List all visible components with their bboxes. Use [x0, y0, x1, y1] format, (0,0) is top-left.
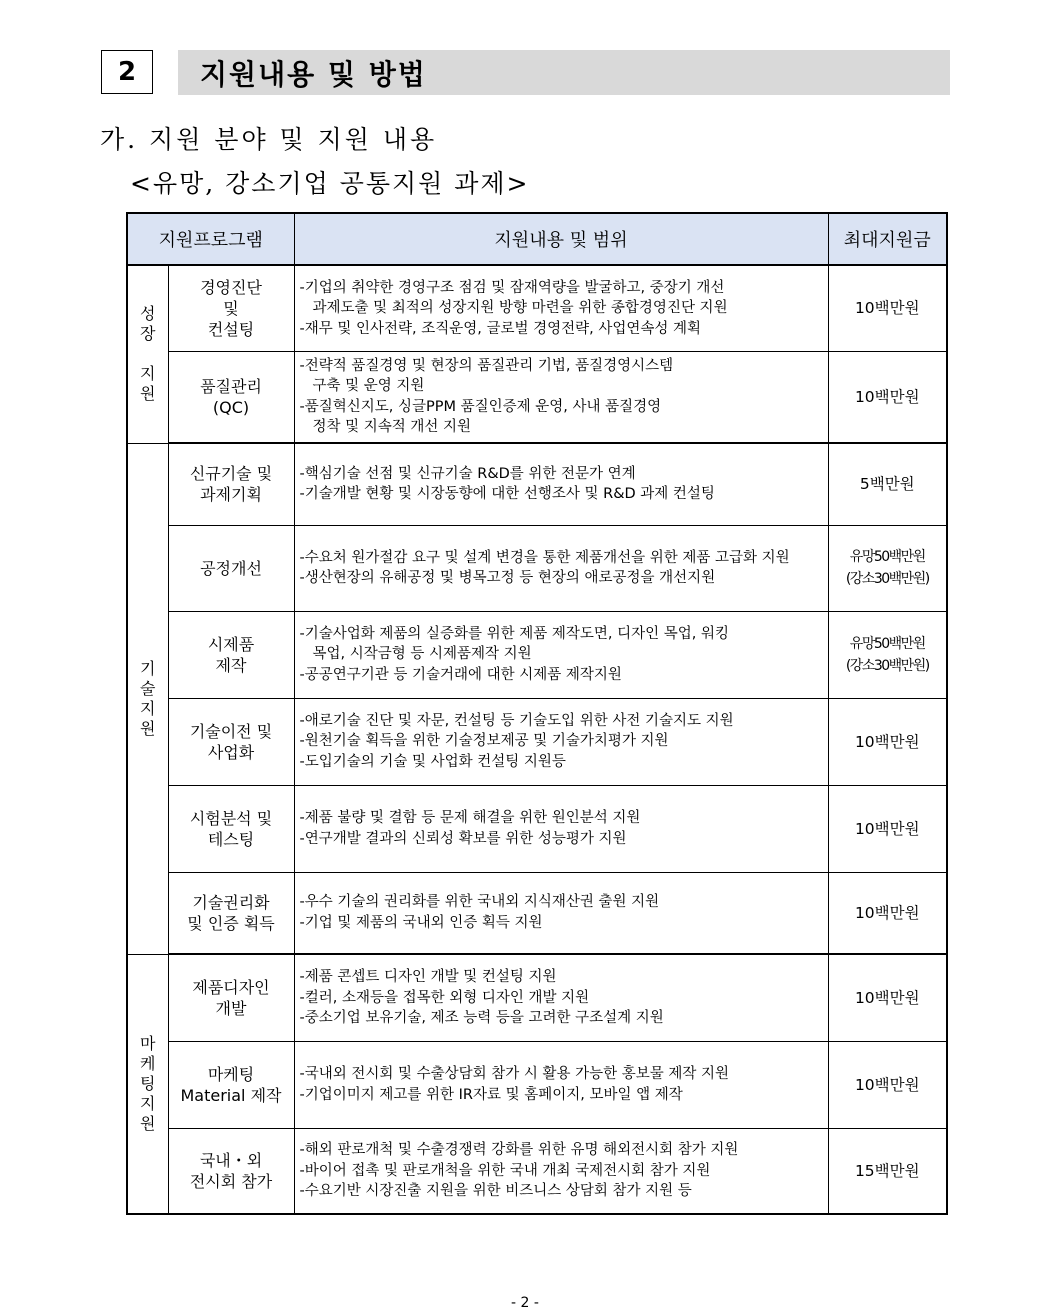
program-name: 시험분석 및 테스팅: [168, 785, 294, 872]
table-header-row: [127, 213, 947, 265]
table-row: [127, 1041, 947, 1128]
header-content: 지원내용 및 범위: [294, 213, 828, 265]
max-amount: 10백만원: [828, 351, 947, 443]
max-amount: 10백만원: [828, 954, 947, 1041]
program-description: -전략적 품질경영 및 현장의 품질관리 기법, 품질경영시스템 구축 및 운영 지원 -품질혁신지도, 싱글PPM 품질인증제 운영, 사내 품질경영 정착 및 지속적 개선 지원: [294, 351, 828, 443]
page-number: - 2 -: [511, 1295, 539, 1311]
program-description: -해외 판로개척 및 수출경쟁력 강화를 위한 유명 해외전시회 참가 지원 -바이어 접촉 및 판로개척을 위한 국내 개최 국제전시회 참가 지원 -수요기반 시장진출 지원을 위한 비즈니스 상담회 참가 지원 등: [294, 1128, 828, 1214]
table-row: [127, 1128, 947, 1214]
max-amount: 10백만원: [828, 698, 947, 785]
max-amount: 유망50백만원 (강소30백만원): [828, 611, 947, 698]
max-amount: 15백만원: [828, 1128, 947, 1214]
header-program: 지원프로그램: [127, 213, 294, 265]
category-growth: 성 장 지 원: [127, 265, 168, 443]
program-description: -국내외 전시회 및 수출상담회 참가 시 활용 가능한 홍보물 제작 지원 -기업이미지 제고를 위한 IR자료 및 홈페이지, 모바일 앱 제작: [294, 1041, 828, 1128]
table-row: [127, 698, 947, 785]
program-name: 공정개선: [168, 525, 294, 611]
program-name: 경영진단 및 컨설팅: [168, 265, 294, 351]
section-number: 2: [101, 50, 153, 94]
header-max-amount: 최대지원금: [828, 213, 947, 265]
program-name: 제품디자인 개발: [168, 954, 294, 1041]
max-amount: 10백만원: [828, 872, 947, 954]
max-amount: 10백만원: [828, 265, 947, 351]
table-row: [127, 611, 947, 698]
program-description: -제품 불량 및 결함 등 문제 해결을 위한 원인분석 지원 -연구개발 결과의 신뢰성 확보를 위한 성능평가 지원: [294, 785, 828, 872]
subheading: 가. 지원 분야 및 지원 내용: [100, 125, 438, 154]
program-description: -기업의 취약한 경영구조 점검 및 잠재역량을 발굴하고, 중장기 개선 과제도출 및 최적의 성장지원 방향 마련을 위한 종합경영진단 지원 -재무 및 인사전략, 조직운영, 글로벌 경영전략, 사업연속성 계획: [294, 265, 828, 351]
table-row: [127, 785, 947, 872]
program-name: 시제품 제작: [168, 611, 294, 698]
max-amount: 5백만원: [828, 443, 947, 525]
table-row: [127, 351, 947, 443]
table-caption: <유망, 강소기업 공통지원 과제>: [130, 169, 530, 198]
max-amount: 10백만원: [828, 1041, 947, 1128]
max-amount: 10백만원: [828, 785, 947, 872]
table-row: [127, 525, 947, 611]
program-name: 기술이전 및 사업화: [168, 698, 294, 785]
section-title: 지원내용 및 방법: [178, 50, 950, 95]
program-description: -애로기술 진단 및 자문, 컨설팅 등 기술도입 위한 사전 기술지도 지원 -원천기술 획득을 위한 기술정보제공 및 기술가치평가 지원 -도입기술의 기술 및 사업화 컨설팅 지원등: [294, 698, 828, 785]
program-name: 기술권리화 및 인증 획득: [168, 872, 294, 954]
support-table: [126, 212, 948, 1215]
program-name: 마케팅 Material 제작: [168, 1041, 294, 1128]
table-row: [127, 954, 947, 1041]
program-name: 국내・외 전시회 참가: [168, 1128, 294, 1214]
program-name: 신규기술 및 과제기획: [168, 443, 294, 525]
program-description: -제품 콘셉트 디자인 개발 및 컨설팅 지원 -컬러, 소재등을 접목한 외형 디자인 개발 지원 -중소기업 보유기술, 제조 능력 등을 고려한 구조설계 지원: [294, 954, 828, 1041]
category-technology: 기 술 지 원: [127, 443, 168, 954]
category-marketing: 마 케 팅 지 원: [127, 954, 168, 1214]
program-description: -기술사업화 제품의 실증화를 위한 제품 제작도면, 디자인 목업, 워킹 목업, 시작금형 등 시제품제작 지원 -공공연구기관 등 기술거래에 대한 시제품 제작지원: [294, 611, 828, 698]
program-description: -핵심기술 선점 및 신규기술 R&D를 위한 전문가 연계 -기술개발 현황 및 시장동향에 대한 선행조사 및 R&D 과제 컨설팅: [294, 443, 828, 525]
table-row: [127, 872, 947, 954]
program-name: 품질관리 (QC): [168, 351, 294, 443]
table-row: [127, 443, 947, 525]
program-description: -우수 기술의 권리화를 위한 국내외 지식재산권 출원 지원 -기업 및 제품의 국내외 인증 획득 지원: [294, 872, 828, 954]
max-amount: 유망50백만원 (강소30백만원): [828, 525, 947, 611]
table-row: [127, 265, 947, 351]
program-description: -수요처 원가절감 요구 및 설계 변경을 통한 제품개선을 위한 제품 고급화 지원 -생산현장의 유해공정 및 병목고정 등 현장의 애로공정을 개선지원: [294, 525, 828, 611]
